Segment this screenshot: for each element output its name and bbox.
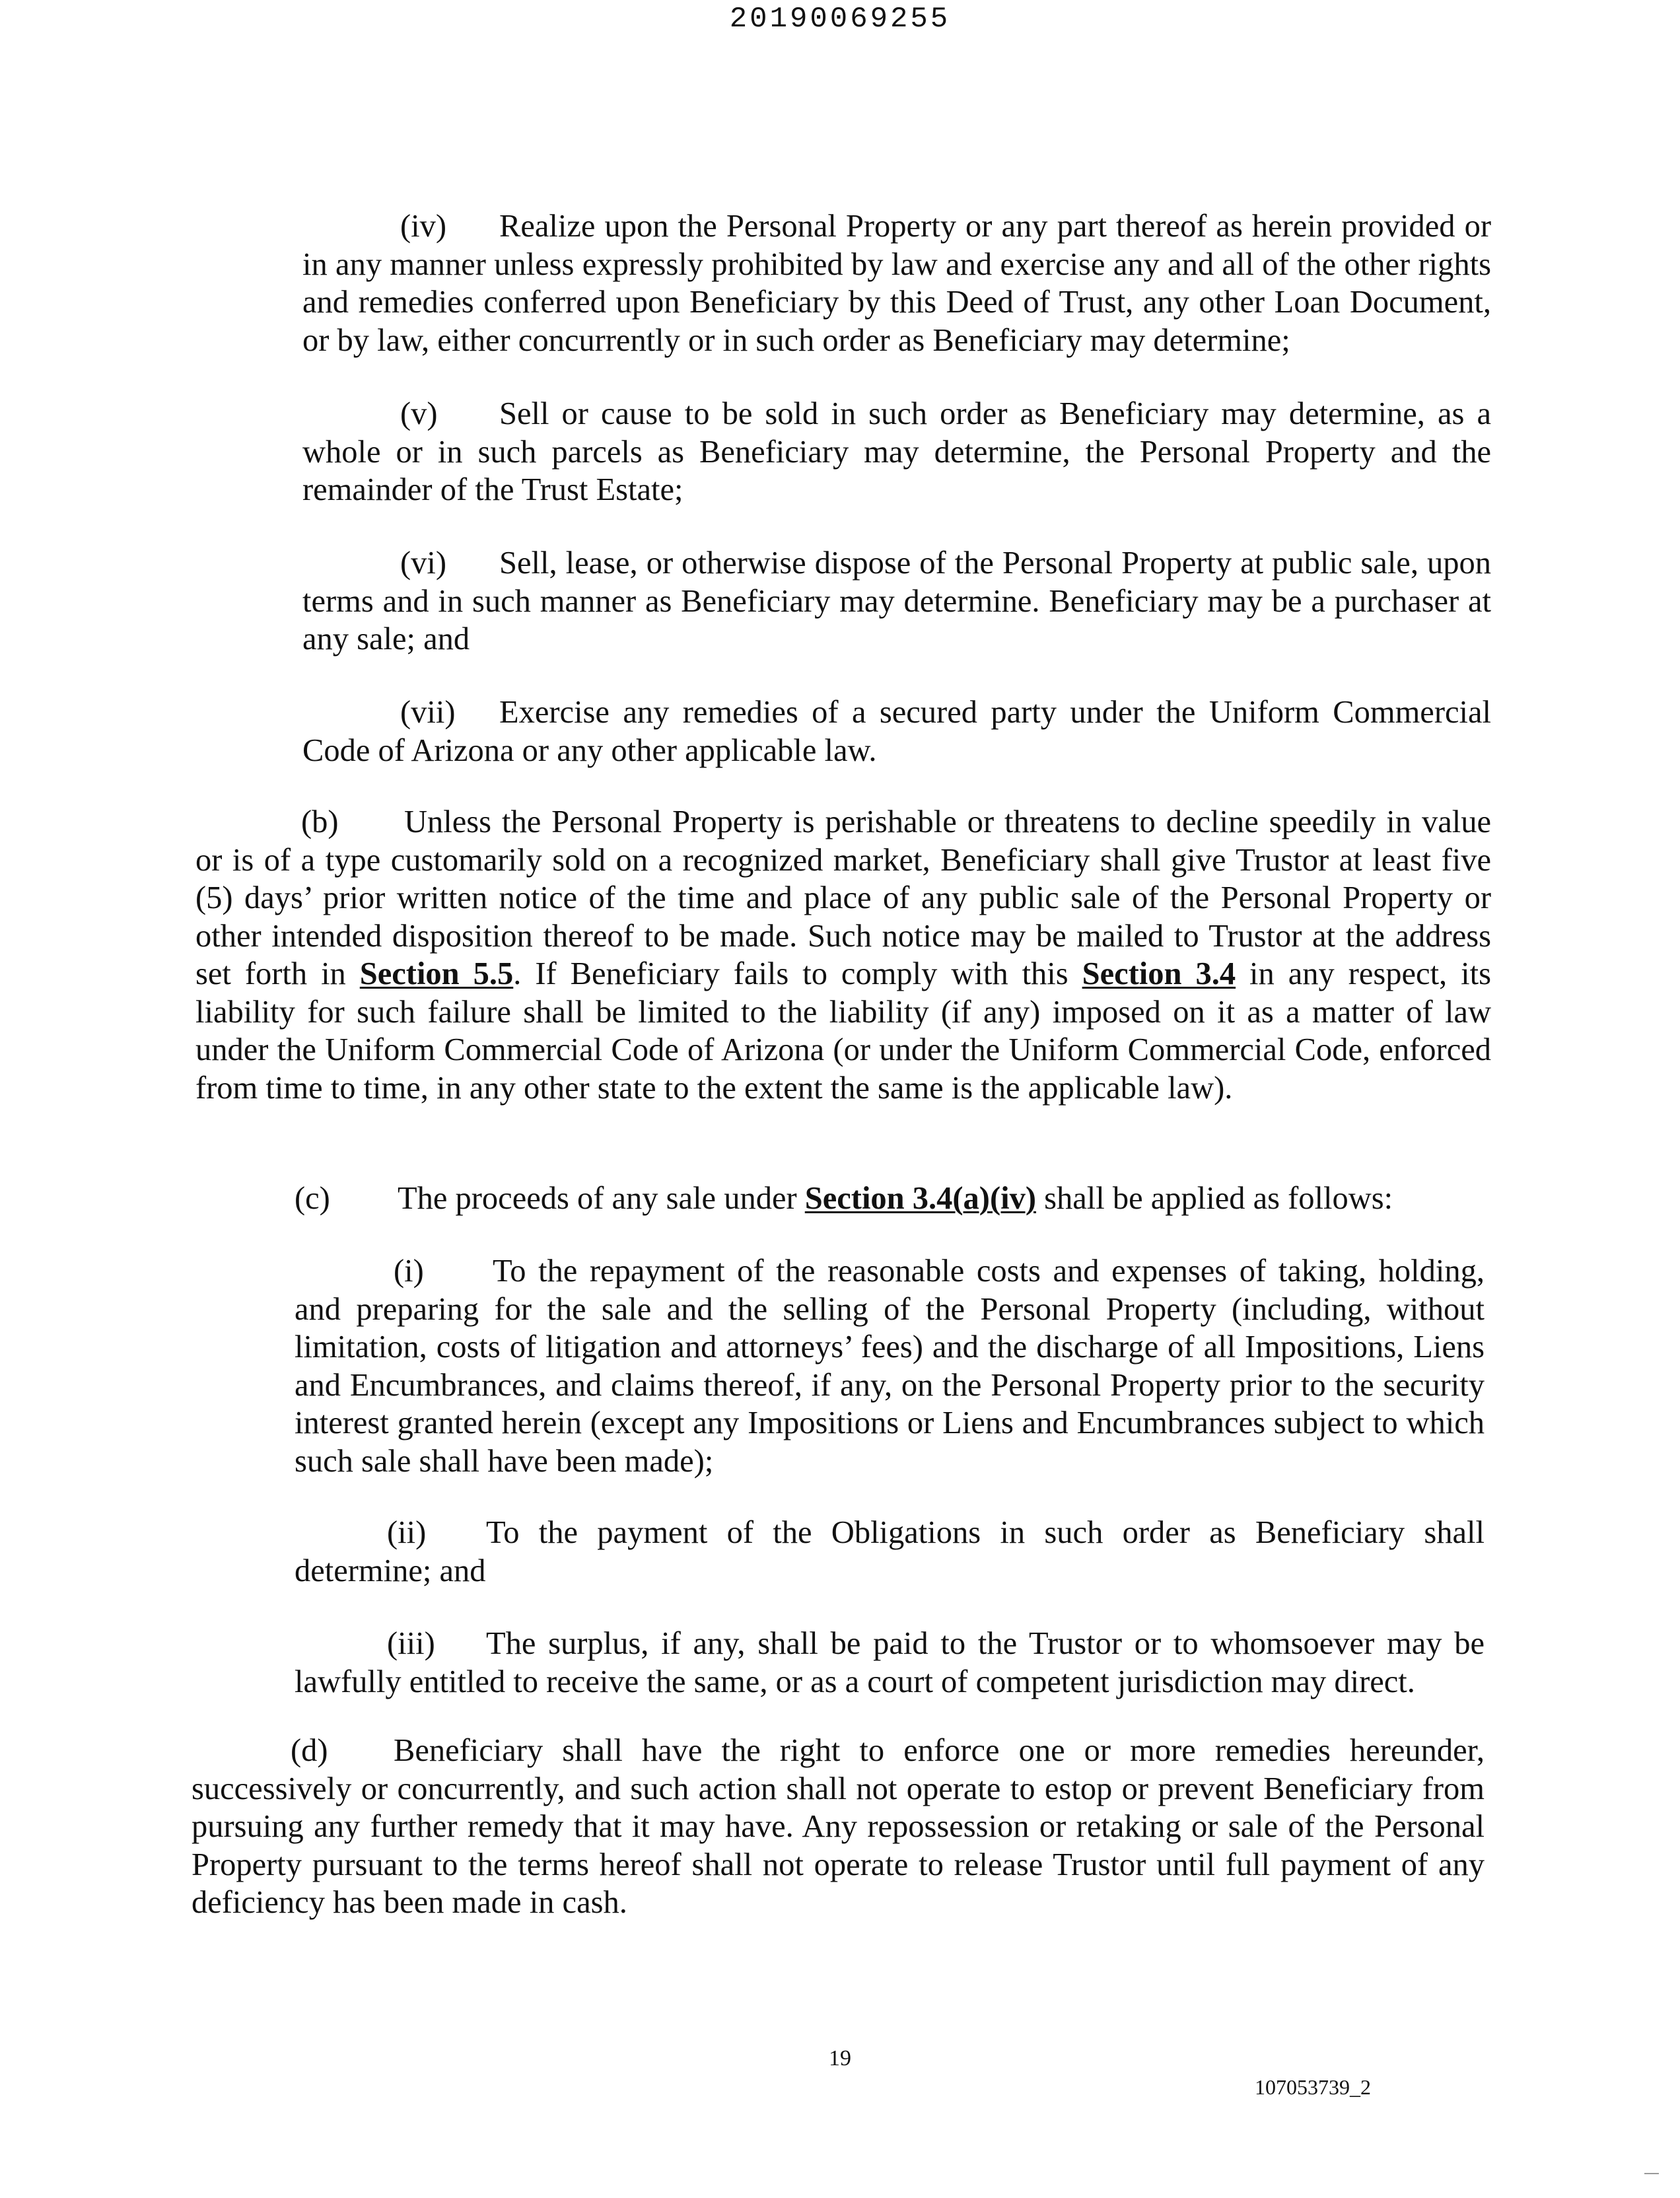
paragraph-text: To the payment of the Obligations in such order as Beneficiary shall determine; and xyxy=(295,1515,1485,1588)
paragraph-number: (v) xyxy=(400,396,438,431)
paragraph-c-iii xyxy=(295,1625,1485,1701)
paragraph-b xyxy=(195,803,1491,1107)
recording-number: 20190069255 xyxy=(729,3,951,36)
page-number: 19 xyxy=(829,2046,851,2071)
paragraph-c-i xyxy=(295,1252,1485,1480)
section-reference-5-5: Section 5.5 xyxy=(359,956,514,991)
document-id: 107053739_2 xyxy=(1255,2075,1371,2099)
paragraph-number: (ii) xyxy=(387,1515,427,1550)
paragraph-text: To the repayment of the reasonable costs and expenses of taking, holding, and preparing for the sale and the selling of the Personal Property (including, without limitation, costs of litigation and attorneys’ fees) and the discharge of all Impositions, Liens and Encumbrances, and claims thereof, if any, on the Personal Property prior to the security interest granted herein (except any Impositions or Liens and Encumbrances subject to which such sale shall have been made); xyxy=(295,1254,1485,1479)
paragraph-number: (vii) xyxy=(400,695,456,730)
paragraph-text: shall be applied as follows: xyxy=(1035,1181,1393,1216)
section-reference-3-4-a-iv: Section 3.4(a)(iv) xyxy=(804,1181,1036,1216)
paragraph-text: Sell, lease, or otherwise dispose of the Personal Property at public sale, upon terms and in such manner as Beneficiary may determine. Beneficiary may be a purchaser at any sale; and xyxy=(302,546,1491,656)
paragraph-text: in any respect, its liability for such failure shall be limited to the liability (if any) imposed on it as a matter of law under the Uniform Commercial Code of Arizona (or under the Uniform Commercial Code, enforced from time to time, in any other state to the extent the same is the applicable law). xyxy=(195,956,1491,1106)
paragraph-number: (iv) xyxy=(400,209,447,244)
paragraph-c-ii xyxy=(295,1514,1485,1590)
paragraph-text: Sell or cause to be sold in such order as Beneficiary may determine, as a whole or in such parcels as Beneficiary may determine, the Personal Property and the remainder of the Trust Estate; xyxy=(302,396,1491,507)
section-reference-3-4: Section 3.4 xyxy=(1082,956,1236,991)
paragraph-text: Unless the Personal Property is perishable or threatens to decline speedily in value or is of a type customarily sold on a recognized market, Beneficiary shall give Trustor at least five (5) days’ prior written notice of the time and place of any public sale of the Personal Property or other intended disposition thereof to be made. Such notice may be mailed to Trustor at the address set forth in xyxy=(195,804,1491,991)
paragraph-a-v xyxy=(302,395,1491,509)
paragraph-text: Exercise any remedies of a secured party under the Uniform Commercial Code of Arizona or any other applicable law. xyxy=(302,695,1491,768)
paragraph-number: (b) xyxy=(301,804,339,839)
paragraph-text: . If Beneficiary fails to comply with this xyxy=(513,956,1082,991)
paragraph-text: The proceeds of any sale under xyxy=(398,1181,805,1216)
paragraph-text: The surplus, if any, shall be paid to the Trustor or to whomsoever may be lawfully entitled to receive the same, or as a court of competent jurisdiction may direct. xyxy=(295,1626,1485,1699)
paragraph-a-vi xyxy=(302,544,1491,658)
paragraph-a-vii xyxy=(302,693,1491,769)
paragraph-number: (iii) xyxy=(387,1626,435,1661)
paragraph-d xyxy=(192,1732,1485,1922)
paragraph-number: (c) xyxy=(295,1181,330,1216)
paragraph-text: Realize upon the Personal Property or any part thereof as herein provided or in any manner unless expressly prohibited by law and exercise any and all of the other rights and remedies conferred upon Beneficiary by this Deed of Trust, any other Loan Document, or by law, either concurrently or in such order as Beneficiary may determine; xyxy=(302,209,1491,358)
paragraph-a-iv xyxy=(302,207,1491,359)
scan-edge-mark xyxy=(1644,2173,1659,2174)
paragraph-c xyxy=(195,1180,1491,1218)
paragraph-number: (i) xyxy=(394,1254,424,1289)
paragraph-text: Beneficiary shall have the right to enforce one or more remedies hereunder, successively or concurrently, and such action shall not operate to estop or prevent Beneficiary from pursuing any further remedy that it may have. Any repossession or retaking or sale of the Personal Property pursuant to the terms hereof shall not operate to release Trustor until full payment of any deficiency has been made in cash. xyxy=(192,1733,1485,1920)
paragraph-number: (d) xyxy=(291,1733,328,1768)
paragraph-number: (vi) xyxy=(400,546,447,581)
